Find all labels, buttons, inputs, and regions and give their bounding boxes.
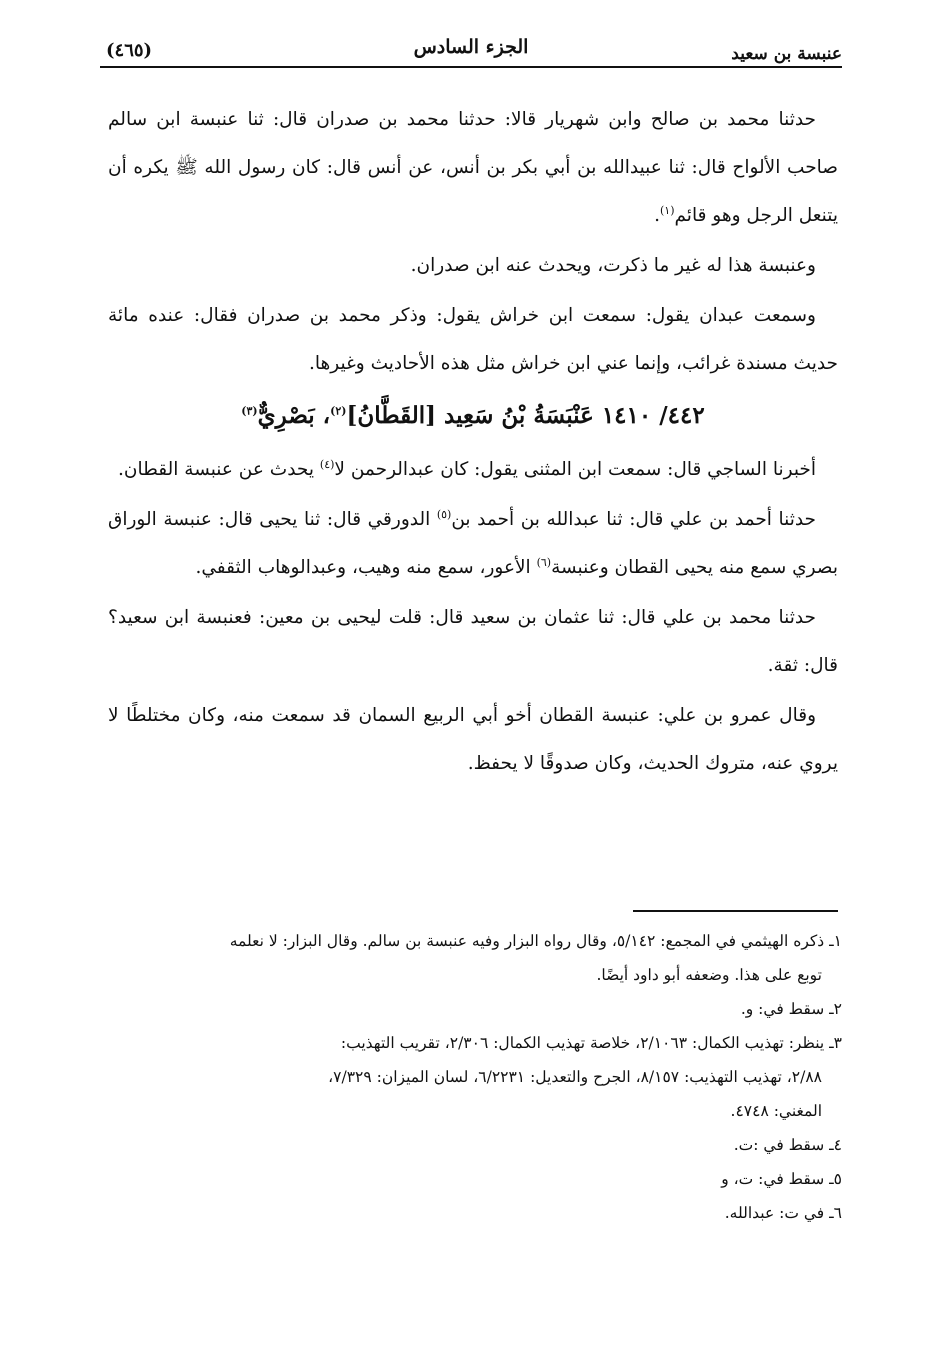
footnotes xyxy=(108,924,842,1230)
main-text xyxy=(108,96,838,790)
paragraph-5-text-a: حدثنا أحمد بن علي قال: ثنا عبدالله بن أحمد بن xyxy=(451,509,816,530)
entry-heading-text: ٤٤٢/ ١٤١٠ عَنْبَسَةُ بْنُ سَعِيد [القَطَّانُ] xyxy=(346,402,705,429)
paragraph-7: وقال عمرو بن علي: عنبسة القطان أخو أبي الربيع السمان قد سمعت منه، وكان مختلطًا لا يروي عنه، متروك الحديث، وكان صدوقًا لا يحفظ. xyxy=(108,705,838,774)
footnote-ref-3: (٣) xyxy=(241,404,258,418)
footnote-separator xyxy=(633,910,838,912)
paragraph-3: وسمعت عبدان يقول: سمعت ابن خراش يقول: وذكر محمد بن صدران فقال: عنده مائة حديث مسندة غرائب، وإنما عني ابن خراش مثل هذه الأحاديث وغيرها. xyxy=(108,305,838,374)
paragraph-1-end: . xyxy=(654,205,660,226)
footnote-ref-6: (٦) xyxy=(536,555,552,569)
footnote-2: ٢ـ سقط في: و. xyxy=(740,1000,842,1018)
footnote-1-continuation: توبع على هذا. وضعفه أبو داود أيضًا. xyxy=(596,966,822,984)
paragraph-1 xyxy=(108,96,838,240)
paragraph-5 xyxy=(108,496,838,592)
header-rule xyxy=(100,66,842,68)
footnote-ref-4: (٤) xyxy=(319,457,335,471)
footnote-5: ٥ـ سقط في: ت، و xyxy=(721,1170,842,1188)
page-number: (٤٦٥) xyxy=(106,40,153,61)
paragraph-4-text-a: أخبرنا الساجي قال: سمعت ابن المثنى يقول: كان عبدالرحمن لا xyxy=(334,459,816,480)
paragraph-4-text-b: يحدث عن عنبسة القطان. xyxy=(118,459,320,480)
footnote-6: ٦ـ في ت: عبدالله. xyxy=(724,1204,842,1222)
paragraph-5-text-b: الدورقي قال: ثنا يحيى قال: عنبسة الوراق بصري سمع منه يحيى القطان وعنبسة xyxy=(108,509,838,578)
paragraph-6: حدثنا محمد بن علي قال: ثنا عثمان بن سعيد قال: قلت ليحيى بن معين: فعنبسة ابن سعيد؟ قال: ثقة. xyxy=(108,607,838,676)
entry-heading xyxy=(108,394,838,438)
footnote-1: ١ـ ذكره الهيثمي في المجمع: ٥/١٤٢، وقال رواه البزار وفيه عنبسة بن سالم. وقال البزار: لا نعلمه xyxy=(229,932,842,950)
paragraph-1-text: حدثنا محمد بن صالح وابن شهريار قالا: حدثنا محمد بن صدران قال: ثنا عنبسة ابن سالم صاحب الألواح قال: ثنا عبيدالله بن أبي بكر بن أنس، عن أنس قال: كان رسول الله ﷺ يكره أن يتنعل الرجل وهو قائم xyxy=(108,109,838,226)
paragraph-5-text-c: الأعور، سمع منه وهيب، وعبدالوهاب الثقفي. xyxy=(195,557,537,578)
footnote-3-continuation: ٢/٨٨، تهذيب التهذيب: ٨/١٥٧، الجرح والتعديل: ٦/٢٢٣١، لسان الميزان: ٧/٣٢٩، xyxy=(328,1068,822,1086)
footnote-ref-1: (١) xyxy=(659,203,675,217)
running-title: عنبسة بن سعيد xyxy=(731,44,842,64)
footnote-4: ٤ـ سقط في :ت. xyxy=(733,1136,842,1154)
volume-title: الجزء السادس xyxy=(413,36,529,58)
footnote-ref-5: (٥) xyxy=(436,507,452,521)
page-header xyxy=(100,34,842,70)
paragraph-4 xyxy=(108,446,838,494)
paragraph-2: وعنبسة هذا له غير ما ذكرت، ويحدث عنه ابن صدران. xyxy=(410,255,816,276)
entry-heading-origin: ، بَصْرِيٌّ xyxy=(257,402,331,429)
footnote-ref-2: (٢) xyxy=(330,404,347,418)
footnote-3: ٣ـ ينظر: تهذيب الكمال: ٢/١٠٦٣، خلاصة تهذيب الكمال: ٢/٣٠٦، تقريب التهذيب: xyxy=(340,1034,842,1052)
footnote-3-continuation-2: المغني: ٤٧٤٨. xyxy=(730,1102,822,1120)
